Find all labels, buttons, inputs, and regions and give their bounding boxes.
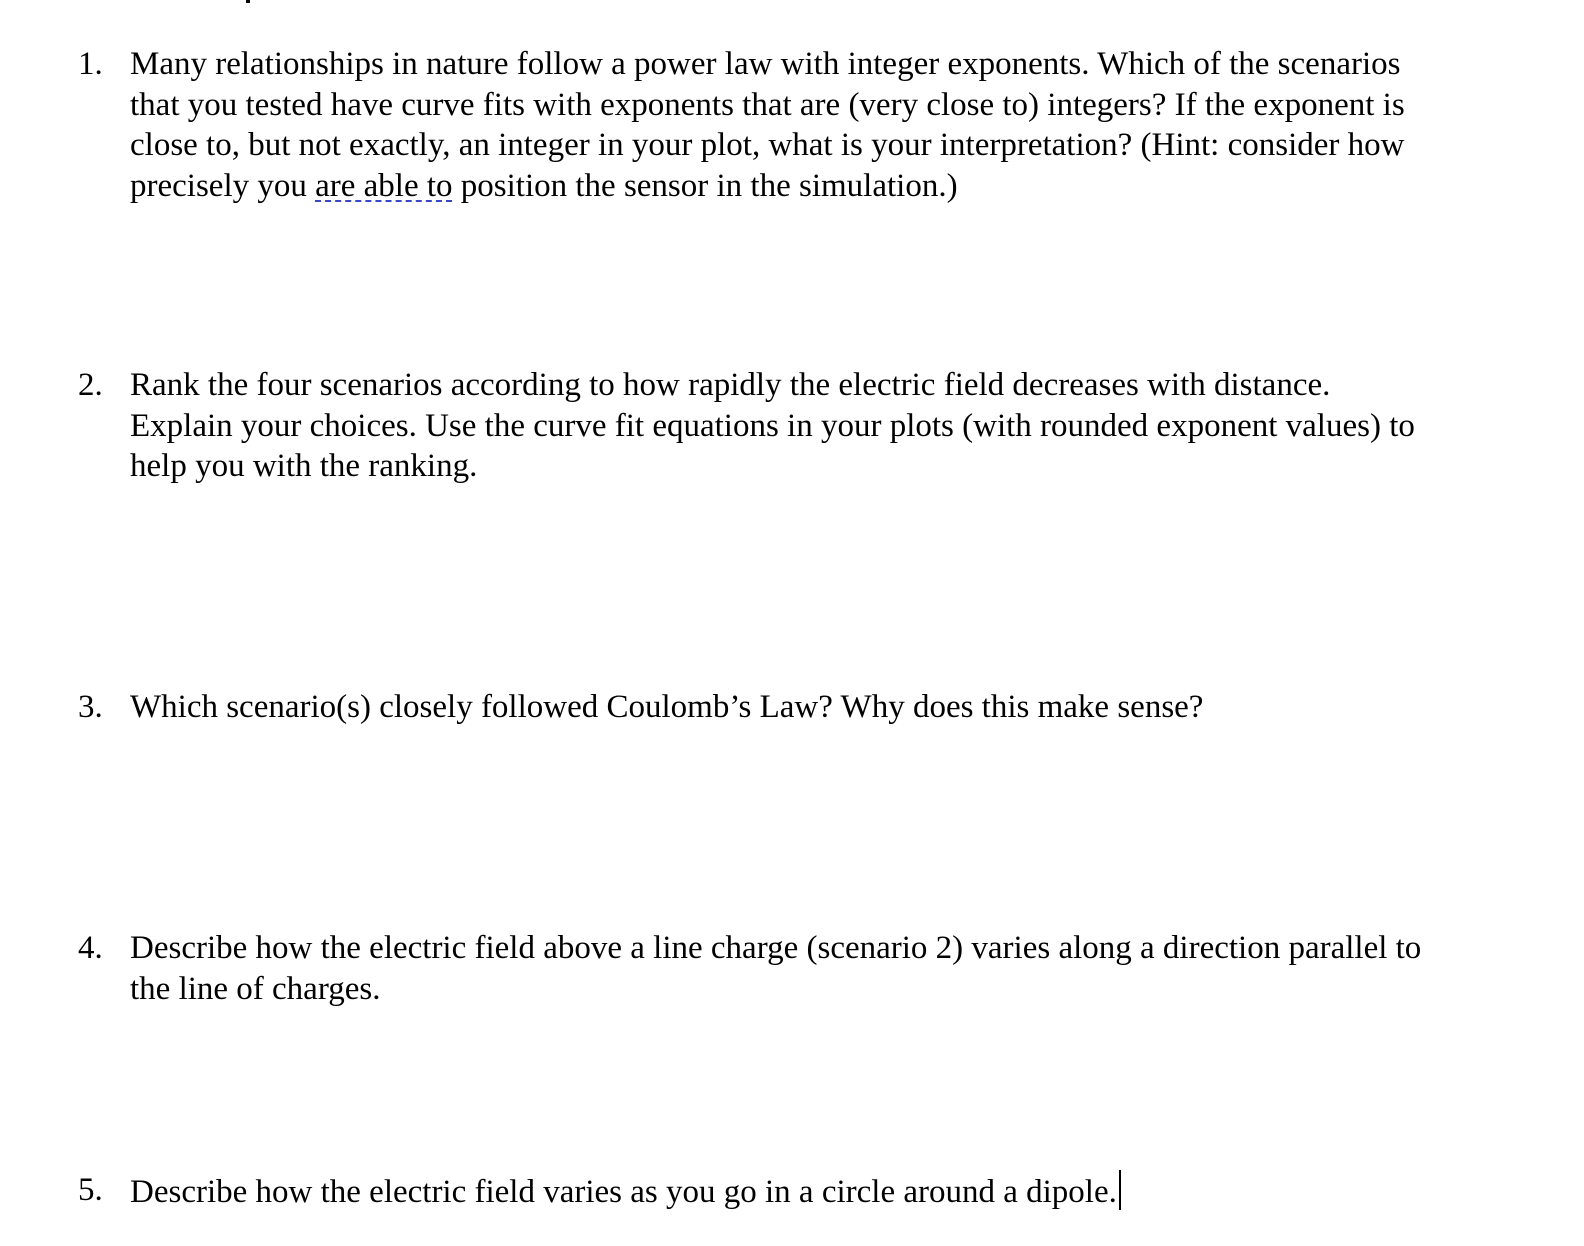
- text-line: help you with the ranking.: [130, 448, 478, 484]
- text-line: [130, 166, 1528, 207]
- question-text[interactable]: [130, 44, 1528, 206]
- question-number: 3.: [78, 689, 103, 725]
- question-number: 1.: [78, 46, 103, 82]
- cropped-text-fragment: [246, 0, 250, 3]
- text-cursor: [1119, 1170, 1121, 1210]
- text-line: that you tested have curve fits with exponents that are (very close to) integers? If the exponent is: [130, 86, 1405, 123]
- question-number: 4.: [78, 930, 103, 966]
- text-line: Explain your choices. Use the curve fit equations in your plots (with rounded exponent values) to: [130, 407, 1415, 444]
- question-number: 5.: [78, 1172, 103, 1208]
- grammar-flagged-phrase[interactable]: are able to: [315, 167, 453, 204]
- question-2: [78, 365, 1528, 487]
- text-line: close to, but not exactly, an integer in your plot, what is your interpretation? (Hint: consider how: [130, 127, 1405, 163]
- text-line: [130, 1170, 1528, 1213]
- question-4: [78, 928, 1528, 1009]
- text-line: Which scenario(s) closely followed Coulomb’s Law? Why does this make sense?: [130, 689, 1204, 725]
- question-text[interactable]: [130, 687, 1528, 728]
- text-run: Describe how the electric field varies as you go in a circle around a dipole.: [130, 1174, 1117, 1210]
- text-line: Rank the four scenarios according to how rapidly the electric field decreases with distance.: [130, 367, 1331, 403]
- question-3: [78, 687, 1528, 728]
- text-run: position the sensor in the simulation.): [452, 167, 958, 204]
- question-text[interactable]: [130, 365, 1528, 487]
- question-text[interactable]: [130, 1170, 1528, 1213]
- question-5: [78, 1170, 1528, 1213]
- question-text[interactable]: [130, 928, 1528, 1009]
- text-line: Describe how the electric field above a line charge (scenario 2) varies along a direction parallel to: [130, 930, 1422, 966]
- text-run: precisely you: [130, 167, 316, 204]
- question-number: 2.: [78, 367, 103, 403]
- text-line: the line of charges.: [130, 970, 381, 1007]
- text-line: Many relationships in nature follow a power law with integer exponents. Which of the scenarios: [130, 46, 1401, 82]
- question-1: [78, 44, 1528, 206]
